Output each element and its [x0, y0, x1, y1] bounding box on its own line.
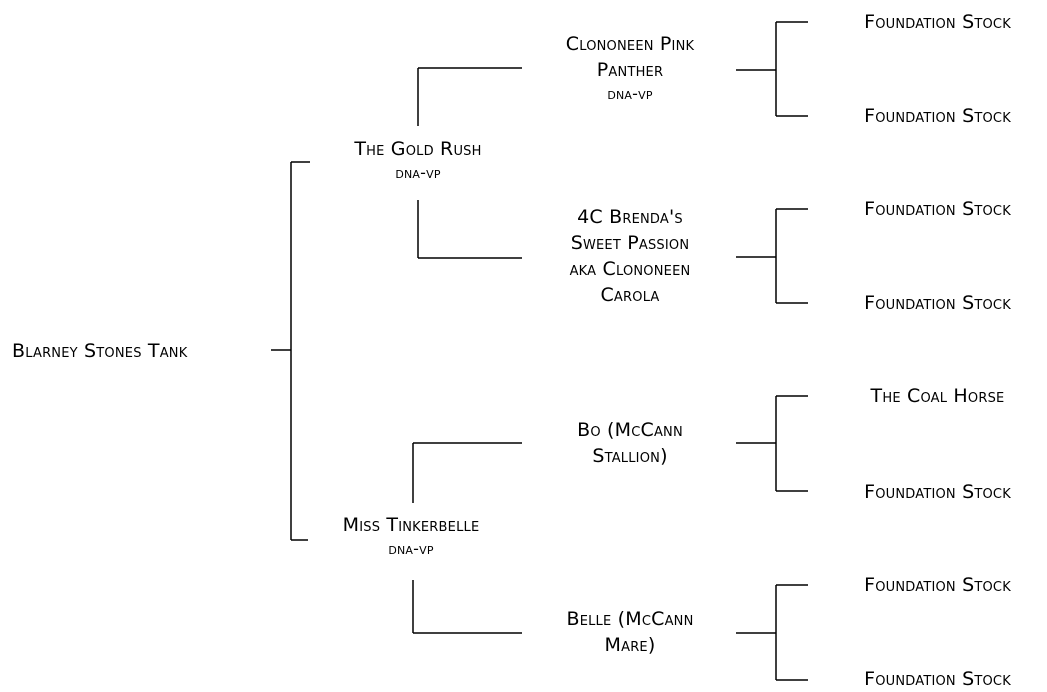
gen4-ancestor-3: Foundation Stock	[864, 198, 1011, 220]
dam-label	[306, 512, 516, 560]
connector-ss	[736, 22, 808, 116]
sire-name: The Gold Rush	[354, 138, 482, 160]
gen4-ancestor-6: Foundation Stock	[864, 481, 1011, 503]
gen4-ancestor-8: Foundation Stock	[864, 668, 1011, 690]
sire-dam-line3: aka Clononeen	[569, 258, 691, 280]
dam-dam-label	[520, 606, 740, 658]
dam-sire-line2: Stallion)	[592, 445, 668, 467]
connector-ds	[736, 396, 808, 491]
sire-sire-label	[520, 31, 740, 105]
sire-dam-line2: Sweet Passion	[570, 232, 690, 254]
gen4-ancestor-2: Foundation Stock	[864, 105, 1011, 127]
connector-sd	[736, 209, 808, 303]
gen4-ancestor-1: Foundation Stock	[864, 11, 1011, 33]
sire-sire-dna-note: dna-vp	[607, 84, 653, 103]
sire-sire-line2: Panther	[596, 59, 664, 81]
gen4-ancestor-4: Foundation Stock	[864, 292, 1011, 314]
dam-sire-line1: Bo (McCann	[577, 419, 683, 441]
sire-dna-note: dna-vp	[395, 163, 441, 182]
connector-dd	[736, 585, 808, 680]
sire-dam-label	[520, 204, 740, 308]
dam-dna-note: dna-vp	[388, 539, 434, 558]
sire-sire-line1: Clononeen Pink	[565, 33, 695, 55]
sire-dam-line4: Carola	[600, 284, 660, 306]
connector-root	[271, 162, 310, 540]
dam-sire-label	[520, 417, 740, 469]
dam-dam-line1: Belle (McCann	[566, 608, 694, 630]
dam-dam-line2: Mare)	[604, 634, 656, 656]
horse-name: Blarney Stones Tank	[12, 340, 188, 362]
sire-label	[318, 136, 518, 184]
gen4-ancestor-5: The Coal Horse	[870, 385, 1005, 407]
gen4-ancestor-7: Foundation Stock	[864, 574, 1011, 596]
dam-name: Miss Tinkerbelle	[342, 514, 480, 536]
sire-dam-line1: 4C Brenda's	[577, 206, 683, 228]
